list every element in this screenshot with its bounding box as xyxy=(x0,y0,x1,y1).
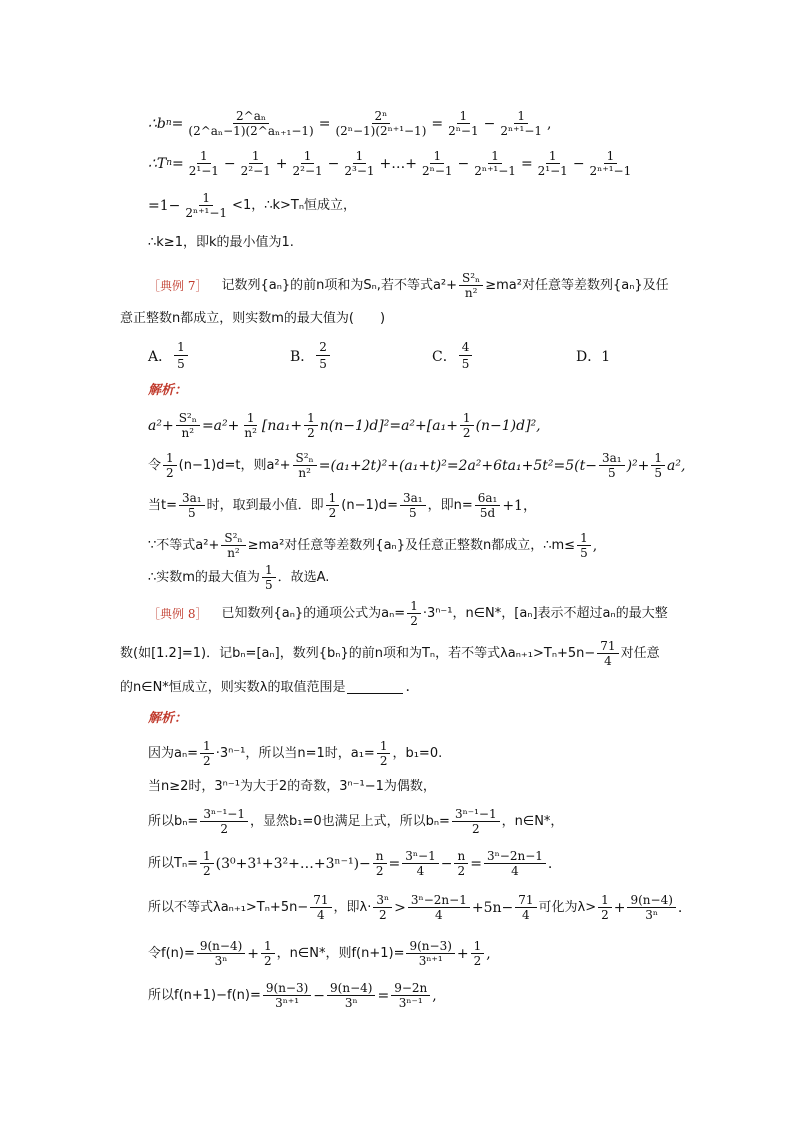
equals: = xyxy=(431,115,444,132)
numerator: 3a₁ xyxy=(400,492,426,506)
text: 对任意 xyxy=(620,646,660,661)
numerator: 1 xyxy=(604,150,618,164)
denominator: 2 xyxy=(375,864,384,878)
text: ，b₁=0. xyxy=(392,746,443,761)
solution-8-step-4 xyxy=(148,850,552,877)
numerator: S²ₙ xyxy=(459,272,483,286)
text: ，即λ· xyxy=(333,900,372,915)
equals: = xyxy=(171,115,184,132)
bn-expression: ∴b n = $\frac{\text{2\textasciicircum{}aₙ}}{\text{(2\textasciicircum{}aₙ−1)(2\textasciicircum{}aₙ₊₁−1)}}$ = $\frac{\text{2ⁿ}}{\text{(2ⁿ−1)(2ⁿ⁺¹−1)}}$ = $\frac{1}{\text{2ⁿ−1}}$ − $\frac{1}{\text{2ⁿ⁺¹−1}}$ , xyxy=(148,109,552,138)
numerator: 1 xyxy=(471,940,485,954)
text: = xyxy=(388,855,401,872)
numerator: 1 xyxy=(163,452,177,466)
denominator: n² xyxy=(464,286,478,300)
k-conclusion xyxy=(148,236,294,249)
numerator: 1 xyxy=(200,740,214,754)
fraction xyxy=(174,340,188,371)
fraction xyxy=(263,982,311,1009)
text: . xyxy=(677,899,683,916)
solution-7-step-5 xyxy=(148,564,329,591)
fraction xyxy=(200,850,214,877)
numerator: n xyxy=(454,850,468,864)
fraction xyxy=(484,850,546,877)
tn-bound xyxy=(148,192,356,219)
fraction xyxy=(241,412,260,439)
fraction xyxy=(408,894,470,921)
numerator: 1 xyxy=(488,150,502,164)
denominator: n² xyxy=(181,426,195,440)
fraction xyxy=(597,640,618,667)
example-8-question xyxy=(148,600,668,627)
numerator: 1 xyxy=(577,532,591,546)
option-label: B． xyxy=(290,348,315,365)
solution-8-label xyxy=(148,712,187,725)
numerator: 9(n−3) xyxy=(263,982,311,996)
text: ∴实数m的最大值为 xyxy=(148,570,260,585)
solution-8-step-6 xyxy=(148,940,491,967)
numerator: 2 xyxy=(316,340,330,356)
text: = xyxy=(377,987,390,1004)
fraction xyxy=(197,940,245,967)
denominator: 2 xyxy=(473,954,482,968)
example-7-question xyxy=(148,272,669,299)
solution-8-step-1 xyxy=(148,740,442,767)
fraction xyxy=(185,110,316,137)
text: ·3ⁿ⁻¹，所以当n=1时，a₁= xyxy=(215,746,375,761)
option-label: D．1 xyxy=(576,349,611,365)
fraction xyxy=(293,452,317,479)
denominator: 4 xyxy=(416,864,425,878)
text: )²+ xyxy=(626,457,650,474)
fraction xyxy=(304,412,318,439)
tn-label: ∴T xyxy=(148,155,167,172)
denominator: 5 xyxy=(408,506,417,520)
text: , xyxy=(432,987,437,1004)
solution-7-step-4 xyxy=(148,532,597,559)
tn-expression: ∴T n = $\frac{1}{\text{2¹−1}}$ − $\frac{1}{\text{2²−1}}$ + $\frac{1}{\text{2²−1}}$ − $\frac{1}{\text{2³−1}}$ +…+ $\frac{1}{\text{2ⁿ−1}}$ − $\frac{1}{\text{2ⁿ⁺¹−1}}$ = $\frac{1}{\text{2¹−1}}$ − $\frac{1}{\text{2ⁿ⁺¹−1}}$ xyxy=(148,150,636,177)
denominator: 2ⁿ⁺¹−1 xyxy=(185,206,228,220)
denominator: 4 xyxy=(511,864,519,878)
fraction xyxy=(497,110,545,137)
numerator: 6a₁ xyxy=(475,492,501,506)
fraction xyxy=(262,564,276,591)
denominator: 2¹−1 xyxy=(537,164,568,178)
text: , xyxy=(592,537,598,554)
option-label: C． xyxy=(432,348,457,365)
example-tag: ［典例 8］ xyxy=(148,606,208,621)
fraction xyxy=(200,740,214,767)
denominator: 2 xyxy=(264,954,272,968)
denominator: 2 xyxy=(601,908,609,922)
fraction xyxy=(577,532,591,559)
ellipsis: +…+ xyxy=(379,155,418,172)
fraction xyxy=(599,452,625,479)
denominator: 3ⁿ⁺¹ xyxy=(418,954,443,968)
text: ，显然b₁=0也满足上式，所以bₙ= xyxy=(250,814,450,829)
numerator: 1 xyxy=(326,492,340,506)
equals: = xyxy=(318,115,331,132)
denominator: 2³−1 xyxy=(344,164,375,178)
denominator: 5 xyxy=(607,466,616,480)
denominator: 3ⁿ⁺¹ xyxy=(275,996,300,1010)
denominator: 2 xyxy=(328,506,337,520)
text: (n−1)d]², xyxy=(475,417,541,434)
text: (3⁰+3¹+3²+…+3ⁿ⁻¹)− xyxy=(215,855,371,872)
denominator: (2^aₙ−1)(2^aₙ₊₁−1) xyxy=(188,124,314,138)
text: ，即n= xyxy=(427,498,473,513)
text: 已知数列{aₙ}的通项公式为aₙ= xyxy=(221,606,406,621)
numerator: 1 xyxy=(174,340,188,356)
text: 数(如[1.2]=1)．记bₙ=[aₙ]，数列{bₙ}的前n项和为Tₙ，若不等式λaₙ₊₁>Tₙ+5n− xyxy=(120,646,596,661)
solution-label: 解析： xyxy=(148,383,188,398)
numerator: 1 xyxy=(301,150,315,164)
fraction xyxy=(290,150,326,177)
text: a²+ xyxy=(148,417,174,434)
numerator: 1 xyxy=(598,894,612,908)
fraction xyxy=(419,150,456,177)
fraction xyxy=(535,150,571,177)
numerator: 1 xyxy=(377,740,391,754)
numerator: 1 xyxy=(460,412,474,426)
fraction xyxy=(459,272,483,299)
numerator: 1 xyxy=(430,150,444,164)
numerator: 2^aₙ xyxy=(233,110,269,124)
text: +1， xyxy=(502,497,537,514)
fraction xyxy=(316,340,330,371)
text: ，n∈N*， xyxy=(501,814,564,829)
fraction xyxy=(261,940,275,967)
text: 可化为λ> xyxy=(538,900,597,915)
text: 意正整数n都成立，则实数m的最大值为( ) xyxy=(120,311,386,326)
solution-7-step-2 xyxy=(148,452,685,479)
text: (n−1)d= xyxy=(341,498,398,513)
denominator: 3ⁿ⁻¹ xyxy=(398,996,423,1010)
denominator: n² xyxy=(227,546,240,560)
denominator: 3ⁿ xyxy=(645,908,659,922)
numerator: 1 xyxy=(304,412,318,426)
numerator: 1 xyxy=(407,600,421,614)
denominator: 4 xyxy=(435,908,443,922)
denominator: n² xyxy=(298,466,311,480)
text: > xyxy=(394,899,406,916)
text: (n−1)d=t，则a²+ xyxy=(178,458,291,473)
fraction xyxy=(515,894,536,921)
text: , xyxy=(486,945,491,962)
text: [na₁+ xyxy=(261,417,303,434)
example-8-question-end xyxy=(120,680,410,694)
denominator: 2ⁿ⁺¹−1 xyxy=(500,124,543,138)
denominator: 5 xyxy=(187,506,196,520)
denominator: 2 xyxy=(166,466,174,480)
numerator: 3ⁿ xyxy=(373,894,392,908)
denominator: 2 xyxy=(378,908,387,922)
solution-7-step-3 xyxy=(148,492,537,519)
text: ∴k≥1，即k的最小值为1. xyxy=(148,235,294,250)
numerator: 9(n−3) xyxy=(406,940,454,954)
numerator: 3ⁿ⁻¹−1 xyxy=(452,808,500,822)
numerator: 2ⁿ xyxy=(372,110,391,124)
denominator: 2 xyxy=(203,754,211,768)
fraction xyxy=(182,192,230,219)
numerator: 9(n−4) xyxy=(197,940,245,954)
fraction xyxy=(332,110,429,137)
denominator: 5 xyxy=(177,357,185,371)
denominator: 2ⁿ⁺¹−1 xyxy=(589,164,632,178)
denominator: 5 xyxy=(580,546,588,560)
numerator: 3a₁ xyxy=(179,492,205,506)
numerator: 1 xyxy=(197,150,211,164)
fraction xyxy=(377,740,391,767)
numerator: 1 xyxy=(261,940,275,954)
fraction xyxy=(402,850,439,877)
numerator: 3a₁ xyxy=(599,452,625,466)
example-tag: ［典例 7］ xyxy=(148,278,208,293)
fraction xyxy=(445,110,482,137)
option-c xyxy=(432,340,474,371)
numerator: 71 xyxy=(597,640,618,654)
text: . xyxy=(405,679,410,695)
text: − xyxy=(313,987,326,1004)
text: 令f(n)= xyxy=(148,946,195,961)
text: =(a₁+2t)²+(a₁+t)²=2a²+6ta₁+5t²=5(t− xyxy=(318,457,597,474)
denominator: 2 xyxy=(457,864,466,878)
numerator: 1 xyxy=(353,150,367,164)
solution-7-label xyxy=(148,384,187,397)
text: ·3ⁿ⁻¹，n∈N*，[aₙ]表示不超过aₙ的最大整 xyxy=(422,606,668,621)
text: 记数列{aₙ}的前n项和为Sₙ,若不等式a²+ xyxy=(221,278,458,293)
text: <1，∴k>Tₙ恒成立， xyxy=(232,198,357,213)
text: 时，取到最小值．即 xyxy=(206,498,324,513)
numerator: 1 xyxy=(651,452,665,466)
text: ，n∈N*，则f(n+1)= xyxy=(276,946,405,961)
example-7-question-cont xyxy=(120,312,385,325)
denominator: 2 xyxy=(203,864,211,878)
denominator: 2²−1 xyxy=(292,164,323,178)
fraction xyxy=(471,940,485,967)
answer-blank[interactable] xyxy=(347,681,403,694)
bn-label: ∴b xyxy=(148,115,166,132)
text: n(n−1)d]²=a²+[a₁+ xyxy=(319,417,458,434)
denominator: 2 xyxy=(471,822,480,836)
fraction xyxy=(163,452,177,479)
fraction xyxy=(310,894,331,921)
option-b xyxy=(290,340,332,371)
text: + xyxy=(456,945,469,962)
option-d xyxy=(576,346,610,366)
text: =1− xyxy=(148,197,181,214)
fraction xyxy=(459,340,473,371)
numerator: 1 xyxy=(200,850,214,864)
text: 所以f(n+1)−f(n)= xyxy=(148,988,261,1003)
solution-8-step-3 xyxy=(148,808,563,835)
fraction xyxy=(327,982,375,1009)
solution-8-step-5 xyxy=(148,894,682,921)
denominator: 2 xyxy=(379,754,388,768)
denominator: 5 xyxy=(461,357,470,371)
fraction xyxy=(373,850,387,877)
solution-8-step-7 xyxy=(148,982,437,1009)
fraction xyxy=(598,894,612,921)
denominator: 2 xyxy=(410,614,418,628)
denominator: 5 xyxy=(654,466,663,480)
numerator: 4 xyxy=(459,340,473,356)
fraction xyxy=(179,492,205,519)
text: ．故选A. xyxy=(277,570,330,585)
fraction xyxy=(406,940,454,967)
fraction xyxy=(400,492,426,519)
text: a², xyxy=(667,457,686,474)
fraction xyxy=(391,982,430,1009)
text: ≥ma²对任意等差数列{aₙ}及任意正整数n都成立，∴m≤ xyxy=(247,538,576,553)
numerator: 3ⁿ−2n−1 xyxy=(484,850,546,864)
solution-7-step-1 xyxy=(148,412,541,439)
text: =a²+ xyxy=(201,417,240,434)
denominator: 5 xyxy=(264,578,273,592)
text: 所以bₙ= xyxy=(148,814,199,829)
example-8-question-cont xyxy=(120,640,660,667)
numerator: 71 xyxy=(515,894,536,908)
numerator: 3ⁿ⁻¹−1 xyxy=(200,808,248,822)
numerator: n xyxy=(373,850,387,864)
denominator: 2 xyxy=(220,822,228,836)
denominator: 2ⁿ−1 xyxy=(422,164,453,178)
numerator: 1 xyxy=(546,150,560,164)
numerator: S²ₙ xyxy=(176,412,200,426)
denominator: 2 xyxy=(307,426,315,440)
denominator: 4 xyxy=(317,908,325,922)
numerator: 9−2n xyxy=(391,982,430,996)
option-label: A． xyxy=(148,348,173,365)
text: ≥ma²对任意等差数列{aₙ}及任 xyxy=(485,278,669,293)
fraction xyxy=(221,532,245,559)
denominator: 2²−1 xyxy=(240,164,271,178)
text: 当t= xyxy=(148,498,177,513)
denominator: 2ⁿ⁺¹−1 xyxy=(474,164,516,178)
numerator: 3ⁿ−1 xyxy=(402,850,439,864)
numerator: S²ₙ xyxy=(293,452,317,466)
fraction xyxy=(326,492,340,519)
denominator: n² xyxy=(244,426,257,440)
denominator: 3ⁿ xyxy=(344,996,358,1010)
denominator: 5 xyxy=(319,357,327,371)
option-a xyxy=(148,340,190,371)
fraction xyxy=(454,850,468,877)
denominator: (2ⁿ−1)(2ⁿ⁺¹−1) xyxy=(335,124,427,138)
fraction xyxy=(475,492,501,519)
fraction xyxy=(460,412,474,439)
numerator: 1 xyxy=(262,564,276,578)
text: 因为aₙ= xyxy=(148,746,199,761)
text: ∵不等式a²+ xyxy=(148,538,220,553)
fraction xyxy=(627,894,675,921)
numerator: 1 xyxy=(244,412,258,426)
fraction xyxy=(452,808,500,835)
numerator: 3ⁿ−2n−1 xyxy=(408,894,470,908)
fraction xyxy=(341,150,377,177)
fraction xyxy=(471,150,519,177)
numerator: 1 xyxy=(514,110,528,124)
numerator: 9(n−4) xyxy=(327,982,375,996)
fraction xyxy=(587,150,635,177)
text: 所以不等式λaₙ₊₁>Tₙ+5n− xyxy=(148,900,309,915)
denominator: 2¹−1 xyxy=(188,164,219,178)
numerator: S²ₙ xyxy=(221,532,245,546)
denominator: 2 xyxy=(462,426,471,440)
fraction xyxy=(176,412,200,439)
fraction xyxy=(200,808,248,835)
denominator: 5d xyxy=(479,506,496,520)
text: − xyxy=(440,855,453,872)
text: +5n− xyxy=(471,899,514,916)
text: 所以Tₙ= xyxy=(148,856,199,871)
solution-8-step-2 xyxy=(148,780,436,793)
text: 令 xyxy=(148,458,162,473)
numerator: 1 xyxy=(199,192,213,206)
denominator: 4 xyxy=(522,908,530,922)
denominator: 3ⁿ xyxy=(214,954,228,968)
solution-label: 解析： xyxy=(148,711,188,726)
fraction xyxy=(238,150,274,177)
denominator: 2ⁿ−1 xyxy=(448,124,479,138)
text: + xyxy=(247,945,260,962)
fraction xyxy=(373,894,392,921)
numerator: 71 xyxy=(310,894,331,908)
numerator: 1 xyxy=(457,110,471,124)
text: + xyxy=(613,899,626,916)
fraction xyxy=(407,600,421,627)
text: 当n≥2时，3ⁿ⁻¹为大于2的奇数，3ⁿ⁻¹−1为偶数， xyxy=(148,779,436,794)
text: 的n∈N*恒成立，则实数λ的取值范围是 xyxy=(120,679,346,695)
fraction xyxy=(651,452,665,479)
text: . xyxy=(547,855,553,872)
numerator: 1 xyxy=(249,150,263,164)
denominator: 4 xyxy=(604,654,612,668)
numerator: 9(n−4) xyxy=(627,894,675,908)
fraction xyxy=(186,150,222,177)
text: = xyxy=(470,855,482,872)
